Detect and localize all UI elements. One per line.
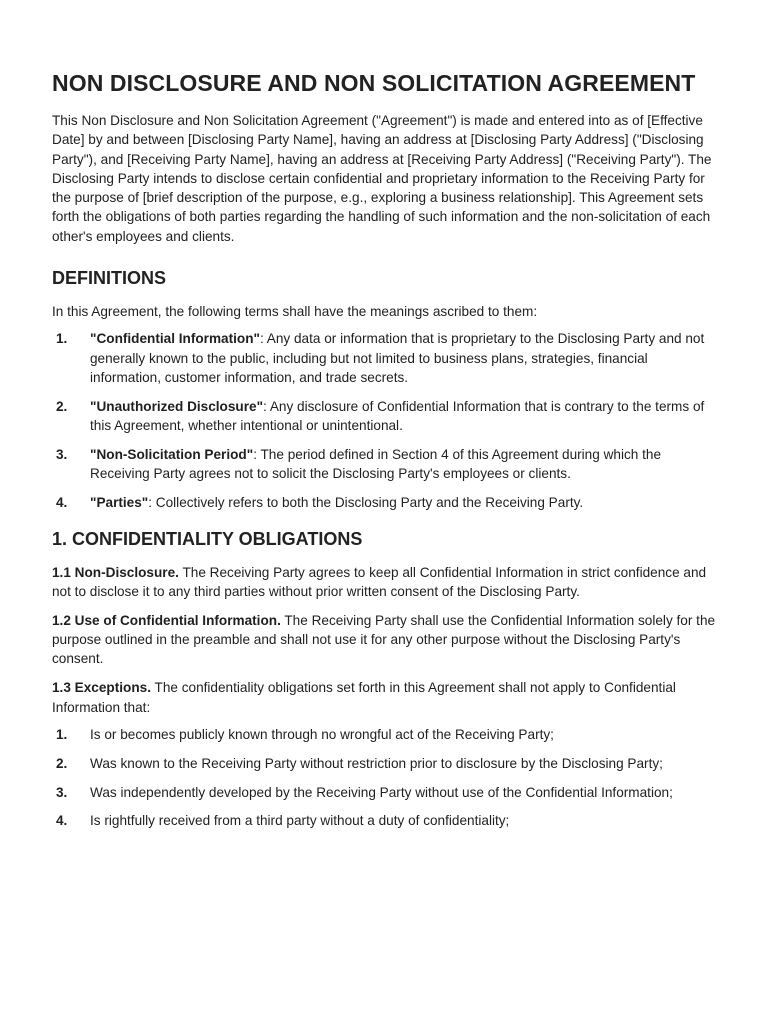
definitions-list [52, 329, 718, 512]
list-number: 2. [56, 755, 68, 771]
definition-item [52, 397, 718, 436]
list-number: 1. [56, 726, 68, 742]
clause-heading: 1.3 Exceptions. [52, 680, 151, 696]
list-number: 4. [56, 813, 68, 829]
list-number: 4. [56, 495, 68, 511]
list-number: 2. [56, 398, 68, 414]
definition-term: "Non-Solicitation Period" [90, 447, 254, 463]
list-number: 3. [56, 447, 68, 463]
clause-1-1 [52, 563, 718, 602]
intro-paragraph: This Non Disclosure and Non Solicitation Agreement ("Agreement") is made and entered into as of [Effective Date] by and between [Disclosing Party Name], having an address at [Disclosing Party Address] ("Disclosing Party"), and [Receiving Party Name], having an address at [Receiving Party Address] ("Receiving Party"). The Disclosing Party intends to disclose certain confidential and proprietary information to the Receiving Party for the purpose of [brief description of the purpose, e.g., exploring a business relationship]. This Agreement sets forth the obligations of both parties regarding the handling of such information and the non-solicitation of each other's employees and clients. [52, 113, 712, 244]
clause-text: The confidentiality obligations set forth in this Agreement shall not apply to Confidential Information that: [52, 680, 676, 715]
list-number: 3. [56, 784, 68, 800]
clause-heading: 1.2 Use of Confidential Information. [52, 612, 281, 628]
exception-item [52, 783, 718, 802]
exceptions-list [52, 725, 718, 831]
exception-text: Was independently developed by the Receiving Party without use of the Confidential Information; [90, 784, 673, 800]
definition-term: "Unauthorized Disclosure" [90, 398, 264, 414]
definition-text: : Any data or information that is proprietary to the Disclosing Party and not generally known to the public, including but not limited to business plans, strategies, financial information, customer information, and trade secrets. [90, 331, 705, 385]
definition-item [52, 493, 718, 512]
clause-text: The Receiving Party agrees to keep all Confidential Information in strict confidence and not to disclose it to any third parties without prior written consent of the Disclosing Party. [52, 564, 707, 599]
exception-text: Was known to the Receiving Party without restriction prior to disclosure by the Disclosing Party; [90, 755, 663, 771]
definition-term: "Parties" [90, 495, 149, 511]
clause-1-2 [52, 611, 718, 669]
exception-item [52, 754, 718, 773]
definition-text: : Collectively refers to both the Disclosing Party and the Receiving Party. [148, 495, 584, 511]
exception-text: Is rightfully received from a third party without a duty of confidentiality; [90, 813, 510, 829]
clause-1-3 [52, 678, 718, 717]
clause-heading: 1.1 Non-Disclosure. [52, 564, 179, 580]
document-title: NON DISCLOSURE AND NON SOLICITATION AGREEMENT [52, 70, 696, 96]
exception-item [52, 725, 718, 744]
exception-text: Is or becomes publicly known through no wrongful act of the Receiving Party; [90, 726, 554, 742]
definition-text: : The period defined in Section 4 of this Agreement during which the Receiving Party agrees not to solicit the Disclosing Party's employees or clients. [90, 447, 662, 482]
definition-item [52, 445, 718, 484]
list-number: 1. [56, 331, 68, 347]
section-1-body [52, 563, 718, 717]
exception-item [52, 811, 718, 830]
definition-term: "Confidential Information" [90, 331, 260, 347]
definitions-heading: DEFINITIONS [52, 268, 167, 289]
definition-item [52, 329, 718, 387]
definition-text: : Any disclosure of Confidential Information that is contrary to the terms of this Agreement, whether intentional or unintentional. [90, 398, 705, 434]
definitions-lead: In this Agreement, the following terms shall have the meanings ascribed to them: [52, 304, 538, 320]
clause-text: The Receiving Party shall use the Confidential Information solely for the purpose outlined in the preamble and shall not use it for any other purpose without the Disclosing Party's consent. [52, 612, 716, 667]
section-1-heading: 1. CONFIDENTIALITY OBLIGATIONS [52, 528, 363, 549]
